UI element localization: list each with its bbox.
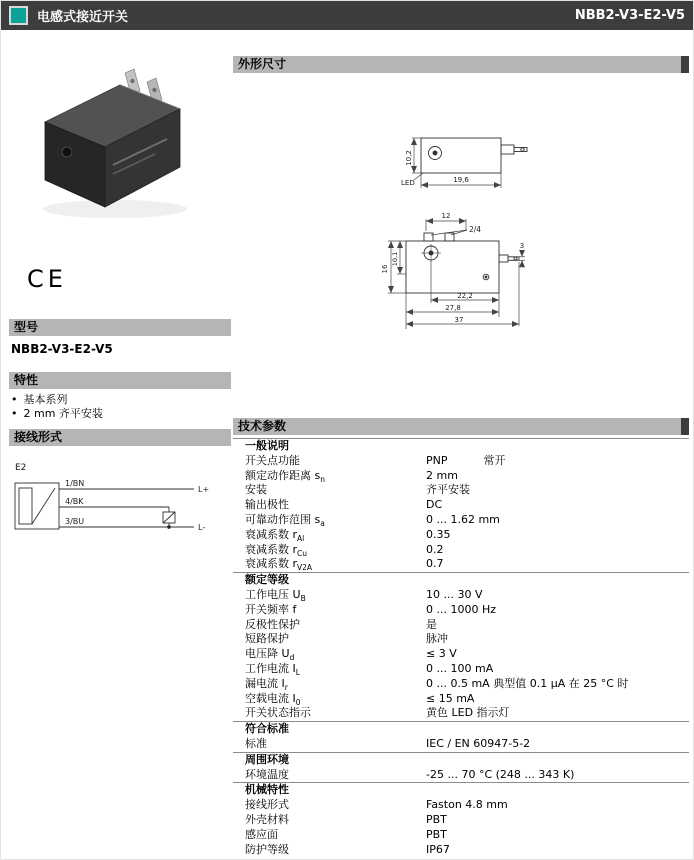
side-view <box>401 138 527 188</box>
spec-value <box>426 543 689 558</box>
wire-label-pin1: 1/BN <box>65 479 85 488</box>
top-view-dims <box>388 219 525 329</box>
spec-section-title: 机械特性 <box>233 782 689 798</box>
spec-label: 外壳材料 <box>245 812 289 826</box>
spec-value <box>426 692 689 707</box>
spec-row <box>233 618 689 633</box>
spec-value-text: 是 <box>426 617 437 631</box>
spec-label: 空载电流 $I_0$ <box>245 691 301 707</box>
spec-row <box>233 677 689 692</box>
supply-plus-label: L+ <box>198 485 210 494</box>
spec-symbol: U <box>281 647 290 661</box>
spec-label: 衰减系数 $r_{Cu}$ <box>245 542 308 558</box>
spec-symbol-subscript: V2A <box>297 563 313 573</box>
dim-label-w-inner: 22,2 <box>457 292 473 300</box>
spec-value <box>426 483 689 498</box>
section-header-features: 特性 <box>9 372 231 389</box>
spec-label: 短路保护 <box>245 632 289 646</box>
spec-label: 防护等级 <box>245 842 289 856</box>
spec-row <box>233 469 689 484</box>
brand-logo-icon <box>9 6 28 25</box>
spec-row <box>233 483 689 498</box>
spec-symbol: s <box>314 512 321 526</box>
dim-label-w-total: 37 <box>454 316 464 324</box>
dim-label-w-body: 27,8 <box>445 304 461 312</box>
spec-row <box>233 588 689 603</box>
spec-value <box>426 528 689 543</box>
spec-symbol-subscript: L <box>295 668 300 677</box>
feature-item <box>11 407 103 421</box>
spec-label: 开关频率 f <box>245 602 297 616</box>
ce-mark: CE <box>27 265 67 293</box>
header-bar <box>1 1 693 30</box>
spec-value <box>426 662 689 677</box>
spec-value <box>426 454 689 469</box>
spec-value <box>426 557 689 572</box>
model-number: NBB2-V3-E2-V5 <box>11 342 113 356</box>
spec-symbol: I <box>292 691 296 705</box>
product-shadow <box>43 200 187 218</box>
spec-row <box>233 828 689 843</box>
spec-symbol: U <box>292 587 301 601</box>
spec-section-title: 符合标准 <box>233 721 689 737</box>
spec-symbol-subscript: d <box>289 653 295 662</box>
spec-section-title: 额定等级 <box>233 572 689 588</box>
spec-value <box>426 843 689 858</box>
supply-minus-label: L- <box>198 523 206 532</box>
spec-value-text: 脉冲 <box>426 632 448 646</box>
spec-value-text: 2 mm <box>426 468 458 482</box>
page-title: 电感式接近开关 <box>37 10 129 25</box>
spec-row <box>233 798 689 813</box>
specs-table <box>233 438 689 857</box>
spec-value <box>426 828 689 843</box>
spec-value-text: 黄色 LED 指示灯 <box>426 706 510 720</box>
spec-row <box>233 632 689 647</box>
spec-label: 电压降 $U_d$ <box>245 647 295 662</box>
spec-value-text: 0 ... 1.62 mm <box>426 512 500 526</box>
dim-label-led: LED <box>401 179 415 187</box>
spec-value <box>426 647 689 662</box>
spec-value-text: 10 ... 30 V <box>426 587 483 601</box>
spec-symbol: s <box>314 468 321 482</box>
dim-label-height: 16 <box>381 264 389 274</box>
spec-symbol: r <box>292 557 298 571</box>
spec-value <box>426 618 689 633</box>
spec-symbol-subscript: Cu <box>297 548 308 558</box>
spec-row <box>233 543 689 558</box>
spec-value-text: Faston 4.8 mm <box>426 798 508 812</box>
spec-value-text: 0.35 <box>426 527 451 541</box>
spec-section-title: 一般说明 <box>233 438 689 454</box>
top-view <box>381 212 525 329</box>
spec-row <box>233 813 689 828</box>
spec-label: 衰减系数 $r_{Al}$ <box>245 527 305 543</box>
dim-label-pins: 2/4 <box>469 225 482 234</box>
spec-label: 输出极性 <box>245 498 289 512</box>
spec-value-text: ≤ 3 V <box>426 647 457 661</box>
spec-value-text: DC <box>426 498 443 512</box>
spec-row <box>233 557 689 572</box>
spec-value-text: IP67 <box>426 842 450 856</box>
spec-row <box>233 513 689 528</box>
spec-value <box>426 737 689 752</box>
spec-symbol-subscript: a <box>320 519 325 528</box>
spec-label: 工作电流 $I_L$ <box>245 661 300 677</box>
spec-symbol-subscript: n <box>320 474 325 484</box>
spec-symbol-subscript: 0 <box>295 697 301 707</box>
spec-value <box>426 798 689 813</box>
product-photo <box>15 47 215 242</box>
spec-value-text: ≤ 15 mA <box>426 691 475 705</box>
spec-value <box>426 706 689 721</box>
spec-row <box>233 603 689 618</box>
spec-row <box>233 768 689 783</box>
spec-label: 开关状态指示 <box>245 706 311 720</box>
spec-value <box>426 513 689 528</box>
spec-value-text: 0.2 <box>426 542 444 556</box>
dim-label-pin-pitch: 12 <box>441 212 451 220</box>
spec-symbol: I <box>281 676 285 690</box>
spec-row <box>233 528 689 543</box>
dim-label-hole-offset: 10,1 <box>391 251 399 267</box>
section-header-dimensions: 外形尺寸 <box>233 56 689 73</box>
dim-label-blade-width: 3 <box>519 242 525 250</box>
spec-value <box>426 632 689 647</box>
spec-symbol: f <box>292 602 297 616</box>
dim-label-side-height: 10,2 <box>405 150 413 166</box>
wire-label-pin2: 4/BK <box>65 497 84 506</box>
spec-row <box>233 706 689 721</box>
section-header-wiring: 接线形式 <box>9 429 231 446</box>
spec-value <box>426 498 689 513</box>
spec-label: 开关点功能 <box>245 453 300 467</box>
header-part-number: NBB2-V3-E2-V5 <box>574 8 685 23</box>
spec-row <box>233 843 689 858</box>
sensor-symbol <box>15 483 59 529</box>
spec-row <box>233 662 689 677</box>
spec-row <box>233 498 689 513</box>
spec-value-text: PNP <box>426 453 448 467</box>
feature-text: • 2 mm 齐平安装 <box>23 407 103 420</box>
spec-value-text: 0 ... 1000 Hz <box>426 602 497 616</box>
spec-symbol: r <box>292 542 298 556</box>
spec-row <box>233 737 689 752</box>
spec-value <box>426 603 689 618</box>
spec-value-text: -25 ... 70 °C (248 ... 343 K) <box>426 767 575 781</box>
spec-value <box>426 677 689 692</box>
feature-list <box>11 393 103 421</box>
sensor-body <box>45 85 180 207</box>
spec-value-text: 0 ... 0.5 mA 典型值 0.1 µA 在 25 °C 时 <box>426 676 629 690</box>
wire-label-pin3: 3/BU <box>65 517 85 526</box>
spec-label: 反极性保护 <box>245 617 300 631</box>
spec-value <box>426 469 689 484</box>
spec-row <box>233 692 689 707</box>
spec-row <box>233 647 689 662</box>
section-header-model: 型号 <box>9 319 231 336</box>
spec-value-text: 0.7 <box>426 557 444 571</box>
spec-symbol-subscript: B <box>300 594 306 603</box>
spec-symbol: I <box>292 661 296 675</box>
spec-label: 漏电流 $I_r$ <box>245 676 288 692</box>
spec-value-text: PBT <box>426 812 447 826</box>
spec-symbol: r <box>292 527 298 541</box>
spec-label: 标准 <box>245 736 267 750</box>
section-header-technical-data: 技术参数 <box>233 418 689 435</box>
wiring-variant-label: E2 <box>15 463 27 473</box>
spec-label: 衰减系数 $r_{V2A}$ <box>245 557 313 573</box>
spec-value-text: IEC / EN 60947-5-2 <box>426 736 531 750</box>
spec-label: 工作电压 $U_B$ <box>245 587 306 603</box>
spec-symbol-subscript: r <box>284 682 288 692</box>
spec-value-text: 齐平安装 <box>426 483 470 497</box>
spec-label: 额定动作距离 $s_n$ <box>245 468 325 484</box>
spec-label: 接线形式 <box>245 798 289 812</box>
spec-symbol-subscript: Al <box>297 533 305 543</box>
spec-value <box>426 588 689 603</box>
spec-value <box>426 813 689 828</box>
spec-label: 感应面 <box>245 827 278 841</box>
spec-value-secondary: 常开 <box>483 453 506 467</box>
spec-label: 可靠动作范围 $s_a$ <box>245 512 325 528</box>
spec-label: 安装 <box>245 483 267 497</box>
feature-item <box>11 393 103 407</box>
wiring-diagram <box>9 459 224 567</box>
dim-label-side-width: 19,6 <box>453 176 469 184</box>
spec-section-title: 周围环境 <box>233 752 689 768</box>
feature-text: • 基本系列 <box>23 393 68 406</box>
spec-value-text: 0 ... 100 mA <box>426 661 494 675</box>
spec-label: 环境温度 <box>245 767 289 781</box>
spec-value <box>426 768 689 783</box>
dimension-drawing <box>233 81 689 411</box>
spec-value-text: PBT <box>426 827 447 841</box>
spec-row <box>233 454 689 469</box>
